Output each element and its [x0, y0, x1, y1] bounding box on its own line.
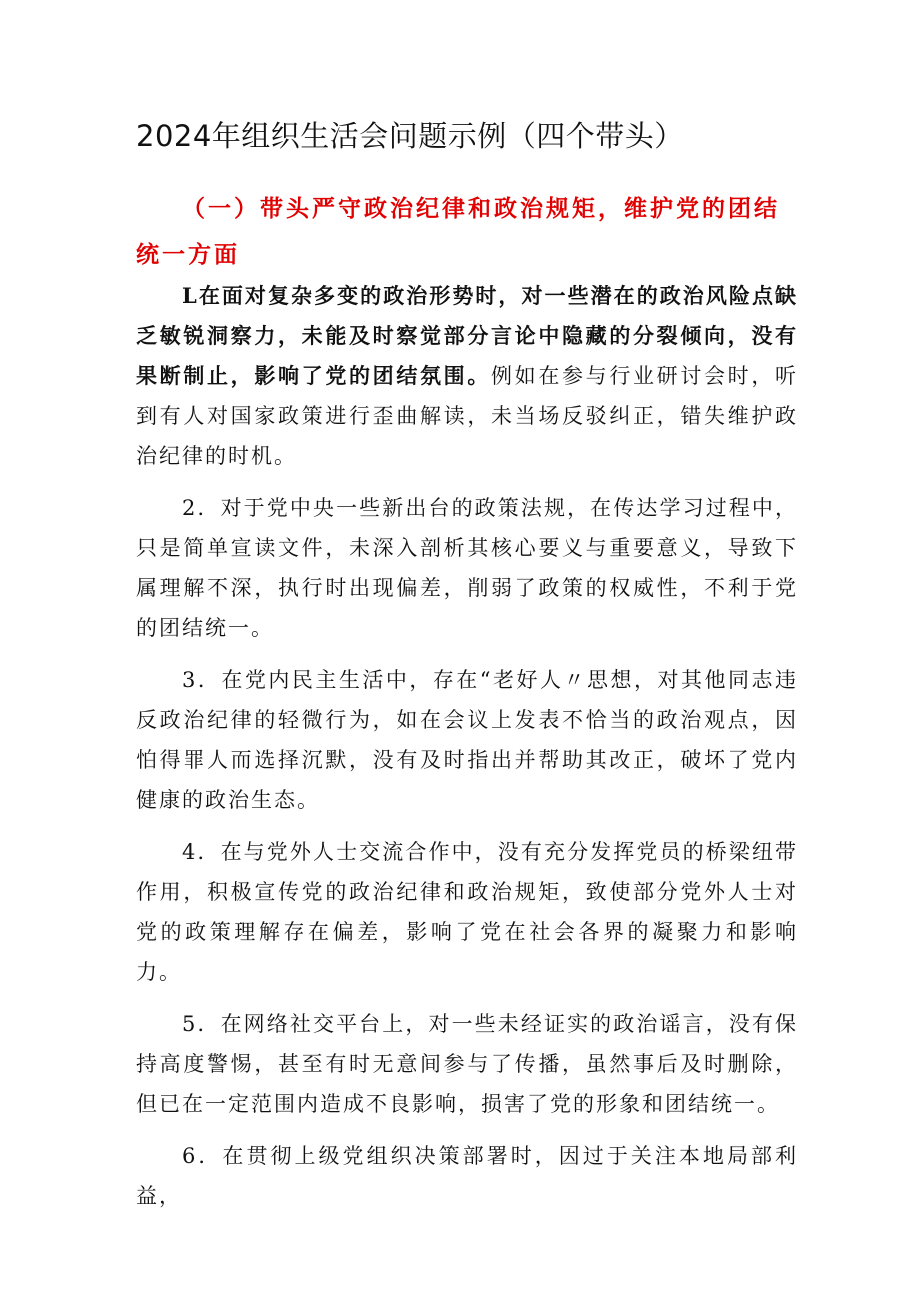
paragraph-2: 2．对于党中央一些新出台的政策法规，在传达学习过程中，只是简单宣读文件，未深入剖析其核心要义与重要意义，导致下属理解不深，执行时出现偏差，削弱了政策的权威性，不利于党的团结统一。 — [136, 496, 798, 640]
paragraph-5: 5．在网络社交平台上，对一些未经证实的政治谣言，没有保持高度警惕，甚至有时无意间参与了传播，虽然事后及时删除，但已在一定范围内造成不良影响，损害了党的形象和团结统一。 — [136, 1012, 798, 1116]
paragraph-1 — [136, 276, 798, 476]
paragraph-4: 4．在与党外人士交流合作中，没有充分发挥党员的桥梁纽带作用，积极宣传党的政治纪律和政治规矩，致使部分党外人士对党的政策理解存在偏差，影响了党在社会各界的凝聚力和影响力。 — [136, 840, 798, 984]
document-body — [136, 276, 798, 1228]
paragraph-1-text: 例如在参与行业研讨会时，听到有人对国家政策进行歪曲解读，未当场反驳纠正，错失维护政治纪律的时机。 — [136, 364, 798, 468]
paragraph-1-bold: L在面对复杂多变的政治形势时，对一些潜在的政治风险点缺乏敏锐洞察力，未能及时察觉部分言论中隐藏的分裂倾向，没有果断制止，影响了党的团结氛围。 — [136, 283, 798, 388]
section-heading: （一）带头严守政治纪律和政治规矩，维护党的团结统一方面 — [136, 196, 780, 268]
document-title: 2024年组织生活会问题示例（四个带头） — [136, 119, 684, 153]
paragraph-6: 6．在贯彻上级党组织决策部署时，因过于关注本地局部利益， — [136, 1144, 798, 1208]
paragraph-3: 3．在党内民主生活中，存在“老好人〃思想，对其他同志违反政治纪律的轻微行为，如在会议上发表不恰当的政治观点，因怕得罪人而选择沉默，没有及时指出并帮助其改正，破坏了党内健康的政治生态。 — [136, 668, 798, 812]
